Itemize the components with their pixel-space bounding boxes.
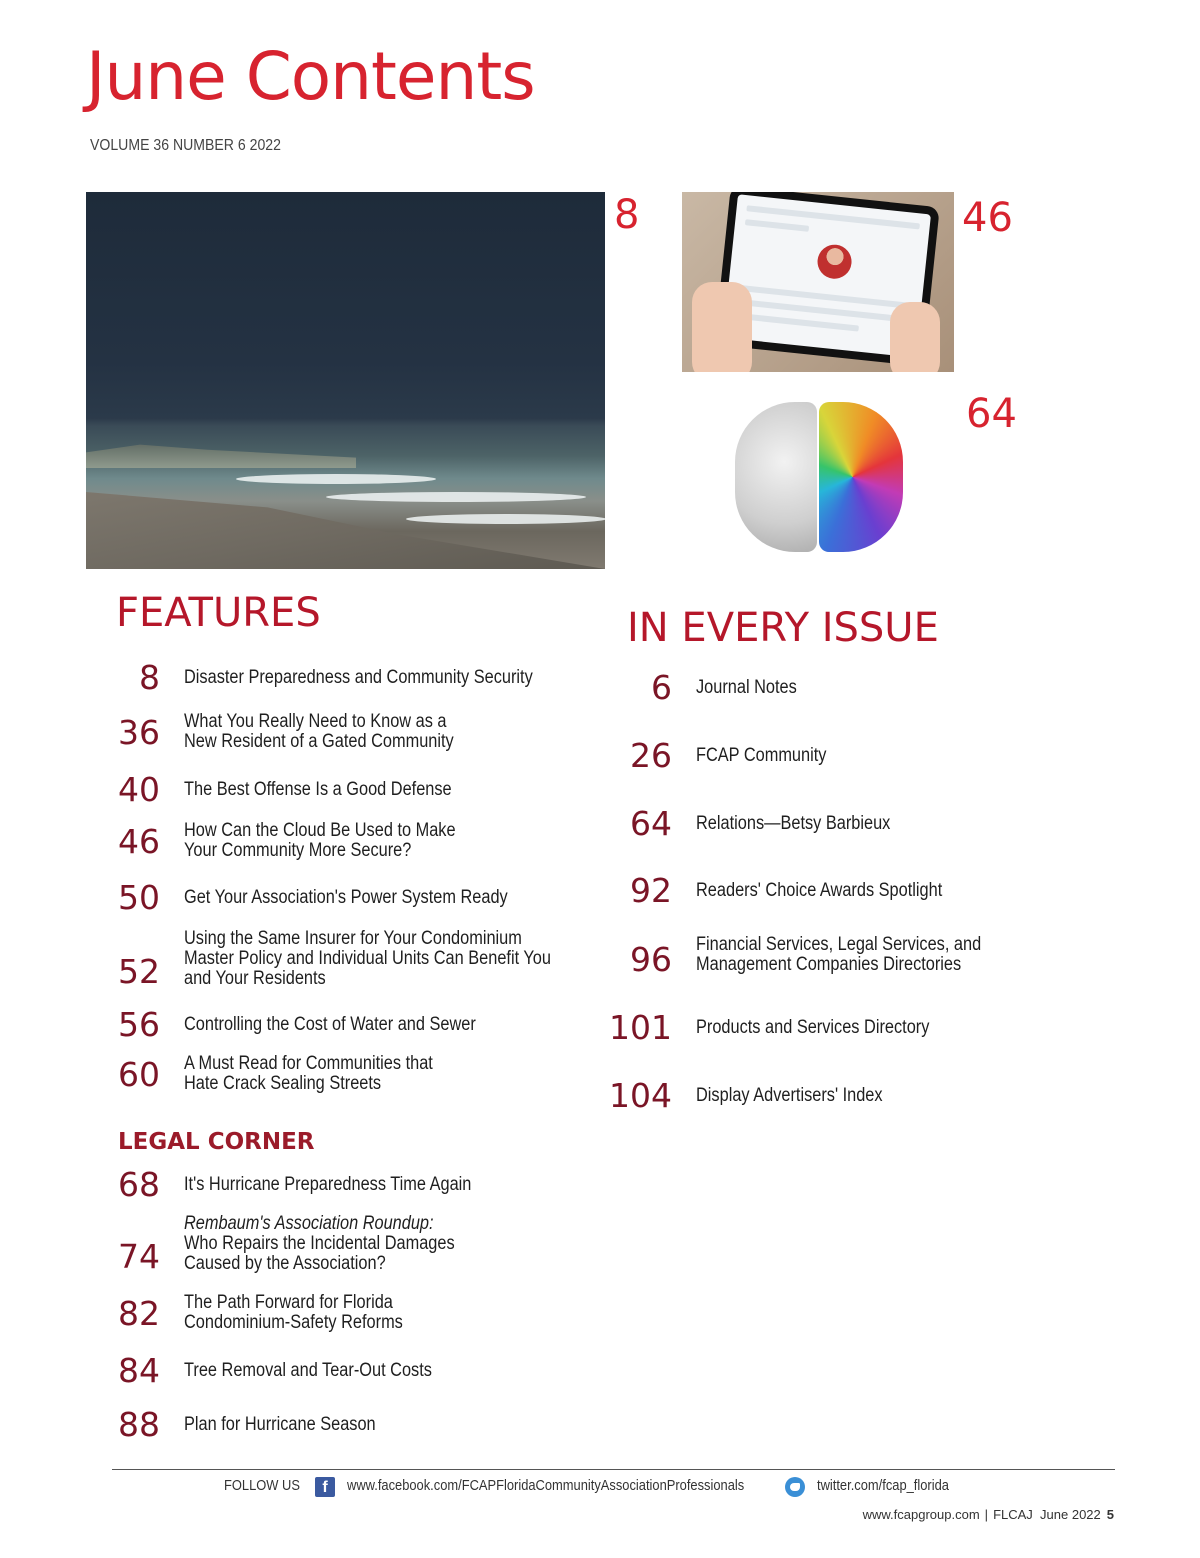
page-number: 5 xyxy=(1106,1507,1114,1522)
beach-sand xyxy=(86,492,605,569)
toc-title: Relations—Betsy Barbieux xyxy=(696,812,891,834)
toc-title: Journal Notes xyxy=(696,676,797,698)
tablet-photo xyxy=(682,192,954,372)
facebook-icon[interactable]: f xyxy=(315,1477,335,1497)
toc-entry[interactable] xyxy=(592,871,982,910)
toc-entry[interactable] xyxy=(80,658,590,697)
toc-page-number: 64 xyxy=(630,804,672,843)
toc-entry[interactable] xyxy=(80,1005,523,1044)
toc-page-number: 56 xyxy=(118,1005,160,1044)
right-hand xyxy=(890,302,940,372)
footer-separator: | xyxy=(984,1507,989,1522)
toc-title: Tree Removal and Tear-Out Costs xyxy=(184,1359,432,1381)
page-footer xyxy=(863,1507,1114,1522)
toc-page-number: 96 xyxy=(630,940,672,979)
toc-page-number: 6 xyxy=(651,668,672,707)
toc-title: How Can the Cloud Be Used to Make Your Community More Secure? xyxy=(184,820,456,861)
storm-photo-page-number: 8 xyxy=(614,192,640,238)
toc-entry[interactable] xyxy=(80,878,560,917)
toc-page-number: 50 xyxy=(118,878,160,917)
toc-entry[interactable] xyxy=(592,1076,913,1115)
toc-page-number: 84 xyxy=(118,1351,160,1390)
toc-title: Rembaum's Association Roundup: Who Repairs the Incidental Damages Caused by the Association? xyxy=(184,1212,455,1274)
toc-entry[interactable] xyxy=(80,1165,518,1204)
toc-entry[interactable] xyxy=(592,930,1028,979)
toc-page-number: 40 xyxy=(118,770,160,809)
toc-entry[interactable] xyxy=(80,821,500,861)
twitter-icon[interactable] xyxy=(785,1477,805,1497)
twitter-link[interactable]: twitter.com/fcap_florida xyxy=(817,1477,949,1494)
wave-crest xyxy=(236,474,436,484)
toc-page-number: 68 xyxy=(118,1165,160,1204)
footer-divider xyxy=(112,1469,1115,1470)
toc-title: What You Really Need to Know as a New Resident of a Gated Community xyxy=(184,711,454,752)
brain-right-hemisphere xyxy=(819,402,903,552)
wave-crest xyxy=(406,514,605,524)
toc-entry[interactable] xyxy=(592,1008,967,1047)
wave-crest xyxy=(326,492,586,502)
brain-left-hemisphere xyxy=(735,402,817,552)
toc-entry[interactable] xyxy=(80,1293,438,1333)
toc-entry[interactable] xyxy=(80,1351,472,1390)
storm-beach-photo xyxy=(86,192,605,569)
toc-title: Display Advertisers' Index xyxy=(696,1084,883,1106)
toc-entry[interactable] xyxy=(80,926,611,991)
toc-page-number: 60 xyxy=(118,1054,160,1094)
toc-entry[interactable] xyxy=(80,770,495,809)
toc-page-number: 88 xyxy=(118,1405,160,1444)
toc-title: Financial Services, Legal Services, and Management Companies Directories xyxy=(696,933,982,975)
toc-title: A Must Read for Communities that Hate Crack Sealing Streets xyxy=(184,1053,433,1094)
toc-title: Using the Same Insurer for Your Condominium Master Policy and Individual Units Can Benefit You and Your Residents xyxy=(184,927,551,989)
follow-us-label: FOLLOW US xyxy=(224,1477,300,1494)
toc-title: It's Hurricane Preparedness Time Again xyxy=(184,1173,472,1195)
toc-title: Disaster Preparedness and Community Security xyxy=(184,666,533,688)
toc-entry[interactable] xyxy=(592,668,813,707)
toc-entry[interactable] xyxy=(80,1405,407,1444)
toc-page-number: 92 xyxy=(630,871,672,910)
toc-page-number: 26 xyxy=(630,736,672,775)
toc-entry[interactable] xyxy=(80,712,498,752)
toc-page-number: 74 xyxy=(118,1237,160,1276)
features-heading: FEATURES xyxy=(116,590,321,636)
site-url: www.fcapgroup.com xyxy=(862,1507,980,1522)
toc-title: Readers' Choice Awards Spotlight xyxy=(696,879,943,901)
toc-title: Plan for Hurricane Season xyxy=(184,1413,376,1435)
page-title: June Contents xyxy=(86,38,535,115)
toc-page-number: 8 xyxy=(139,658,160,697)
toc-title: The Best Offense Is a Good Defense xyxy=(184,778,452,800)
toc-entry[interactable] xyxy=(80,1211,499,1276)
brain-photo-page-number: 64 xyxy=(966,391,1017,437)
toc-entry[interactable] xyxy=(592,804,922,843)
every-issue-heading: IN EVERY ISSUE xyxy=(627,605,939,651)
facebook-link[interactable]: www.facebook.com/FCAPFloridaCommunityAssociationProfessionals xyxy=(347,1477,745,1494)
journal-name: FLCAJ xyxy=(993,1507,1033,1522)
toc-page-number: 82 xyxy=(118,1293,160,1333)
toc-title: FCAP Community xyxy=(696,744,827,766)
toc-title: The Path Forward for Florida Condominium-Safety Reforms xyxy=(184,1292,403,1333)
toc-page-number: 36 xyxy=(118,712,160,752)
toc-page-number: 52 xyxy=(118,952,160,991)
toc-page-number: 101 xyxy=(609,1008,672,1047)
shoreline-buildings xyxy=(86,442,356,468)
tablet-photo-page-number: 46 xyxy=(962,195,1013,241)
toc-page-number: 46 xyxy=(118,821,160,861)
left-hand xyxy=(692,282,752,372)
toc-title: Controlling the Cost of Water and Sewer xyxy=(184,1013,476,1035)
toc-page-number: 104 xyxy=(609,1076,672,1115)
profile-avatar xyxy=(816,243,853,280)
legal-corner-heading: LEGAL CORNER xyxy=(118,1129,315,1155)
brain-illustration xyxy=(683,390,955,568)
volume-line: VOLUME 36 NUMBER 6 2022 xyxy=(90,137,281,154)
toc-title: Products and Services Directory xyxy=(696,1016,930,1038)
toc-entry[interactable] xyxy=(592,736,848,775)
toc-entry[interactable] xyxy=(80,1054,473,1094)
toc-title: Get Your Association's Power System Ready xyxy=(184,886,508,908)
issue-date: June 2022 xyxy=(1040,1507,1101,1522)
